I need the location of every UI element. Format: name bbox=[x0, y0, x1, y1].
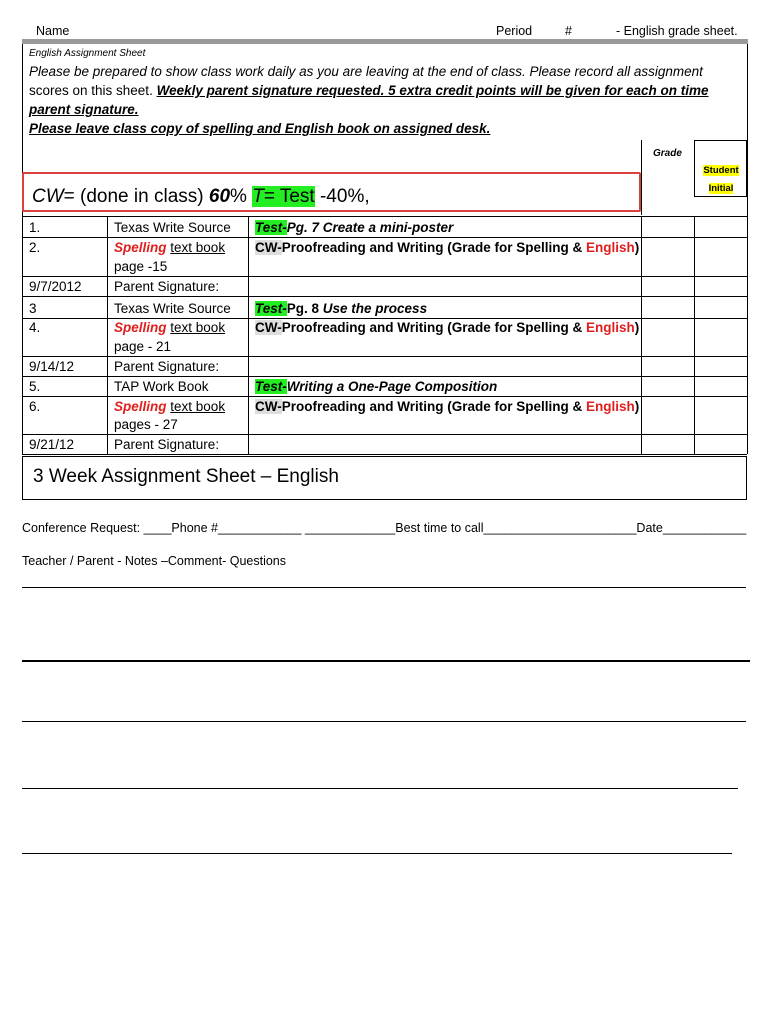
row-5-source: TAP Work Book bbox=[114, 379, 209, 394]
instructions-line-1: Please be prepared to show class work daily as you are leaving at the end of class. Please record all assignment bbox=[29, 64, 703, 79]
header-rule bbox=[22, 39, 748, 44]
row-4-assignment bbox=[255, 318, 639, 337]
row-2-close: ) bbox=[634, 240, 640, 255]
initial-label: Initial bbox=[708, 183, 734, 194]
notes-line-5[interactable] bbox=[22, 853, 732, 854]
parent-signature-label: Parent Signature: bbox=[114, 437, 220, 452]
assignment-sheet-label: English Assignment Sheet bbox=[29, 48, 146, 59]
cw-desc: = (done in class) bbox=[63, 186, 209, 207]
row-6-desc: Proofreading and Writing (Grade for Spelling & bbox=[281, 399, 586, 414]
row-3-desc: Pg. 8 bbox=[286, 301, 323, 316]
row-6-source bbox=[114, 397, 225, 416]
cw-tag: CW- bbox=[255, 320, 282, 335]
table-bottom bbox=[22, 454, 747, 455]
row-2-desc: Proofreading and Writing (Grade for Spelling & bbox=[281, 240, 586, 255]
english-label: English bbox=[585, 240, 635, 255]
cw-tag: CW- bbox=[255, 399, 282, 414]
spelling-label: Spelling bbox=[114, 399, 167, 414]
parent-signature-label: Parent Signature: bbox=[114, 359, 220, 374]
percent-sign: % bbox=[230, 186, 253, 207]
notes-line-4[interactable] bbox=[22, 788, 738, 789]
col-line-4 bbox=[694, 216, 695, 454]
row-6-number: 6. bbox=[29, 399, 41, 414]
row-4-number: 4. bbox=[29, 320, 41, 335]
conference-request[interactable]: Conference Request: ____Phone #____________ _____________Best time to call______________________Date____________ bbox=[22, 521, 747, 535]
row-4-page: page - 21 bbox=[114, 339, 172, 354]
row-6-page: pages - 27 bbox=[114, 417, 178, 432]
row-4-close: ) bbox=[634, 320, 640, 335]
test-desc: = Test bbox=[263, 186, 315, 207]
notes-line-2[interactable] bbox=[22, 660, 750, 662]
textbook-label: text book bbox=[170, 399, 226, 414]
grade-header: Grade bbox=[653, 148, 682, 159]
row-2-source bbox=[114, 238, 225, 257]
col-line-2 bbox=[248, 216, 249, 454]
row-line bbox=[22, 296, 747, 297]
period-label: Period bbox=[496, 24, 533, 38]
notes-line-1[interactable] bbox=[22, 587, 746, 588]
col-line-1 bbox=[107, 216, 108, 454]
row-1-number: 1. bbox=[29, 220, 41, 235]
frame-right bbox=[747, 44, 748, 454]
instructions-bold: Weekly parent signature requested. 5 extra credit points will be given for each on time bbox=[156, 83, 709, 98]
row-4-desc: Proofreading and Writing (Grade for Spelling & bbox=[281, 320, 586, 335]
t-abbr: T bbox=[252, 186, 264, 207]
sheet-title: - English grade sheet. bbox=[616, 24, 738, 38]
sheet-title-text: 3 Week Assignment Sheet – English bbox=[33, 466, 339, 487]
row-5-number: 5. bbox=[29, 379, 41, 394]
spelling-label: Spelling bbox=[114, 240, 167, 255]
row-5-assignment bbox=[255, 377, 497, 396]
col-line-3 bbox=[641, 216, 642, 454]
instructions bbox=[29, 62, 739, 138]
row-1-assignment bbox=[255, 218, 453, 237]
row-1-desc: Pg. 7 Create a mini-poster bbox=[286, 220, 454, 235]
row-6-close: ) bbox=[634, 399, 640, 414]
row-1-source: Texas Write Source bbox=[114, 220, 231, 235]
sheet-title-box bbox=[22, 456, 747, 500]
cw-tag: CW- bbox=[255, 240, 282, 255]
row-2-assignment bbox=[255, 238, 639, 257]
row-5-desc: Writing a One-Page Composition bbox=[286, 379, 498, 394]
cw-abbr: CW bbox=[32, 186, 64, 207]
week-3-date: 9/21/12 bbox=[29, 437, 75, 452]
cw-percent: 60 bbox=[208, 186, 231, 207]
weighting-text bbox=[32, 186, 370, 208]
student-initial-header bbox=[702, 160, 740, 196]
textbook-label: text book bbox=[170, 320, 226, 335]
notes-line-3[interactable] bbox=[22, 721, 746, 722]
week-1-date: 9/7/2012 bbox=[29, 279, 82, 294]
name-label: Name bbox=[36, 24, 70, 38]
instructions-line-2 bbox=[29, 81, 739, 100]
english-label: English bbox=[585, 399, 635, 414]
row-3-number: 3 bbox=[29, 301, 37, 316]
row-3-desc-italic: Use the process bbox=[322, 301, 428, 316]
notes-label: Teacher / Parent - Notes –Comment- Questions bbox=[22, 554, 287, 568]
english-label: English bbox=[585, 320, 635, 335]
frame-left bbox=[22, 44, 23, 454]
spelling-label: Spelling bbox=[114, 320, 167, 335]
student-label: Student bbox=[703, 165, 739, 176]
instructions-line-4: Please leave class copy of spelling and English book on assigned desk. bbox=[29, 121, 491, 136]
test-tag: Test- bbox=[255, 220, 287, 235]
row-6-assignment bbox=[255, 397, 639, 416]
grade-col-line bbox=[641, 140, 642, 215]
row-3-source: Texas Write Source bbox=[114, 301, 231, 316]
parent-signature-label: Parent Signature: bbox=[114, 279, 220, 294]
test-tag: Test- bbox=[255, 379, 287, 394]
row-2-number: 2. bbox=[29, 240, 41, 255]
test-tag: Test- bbox=[255, 301, 287, 316]
number-label: # bbox=[565, 24, 572, 38]
test-highlight bbox=[252, 186, 315, 207]
instructions-line-3: parent signature. bbox=[29, 102, 139, 117]
row-4-source bbox=[114, 318, 225, 337]
row-3-assignment bbox=[255, 299, 427, 318]
textbook-label: text book bbox=[170, 240, 226, 255]
row-2-page: page -15 bbox=[114, 259, 168, 274]
table-top bbox=[22, 216, 747, 217]
instructions-plain: scores on this sheet. bbox=[29, 83, 157, 98]
week-2-date: 9/14/12 bbox=[29, 359, 75, 374]
test-percent: -40%, bbox=[314, 186, 370, 207]
